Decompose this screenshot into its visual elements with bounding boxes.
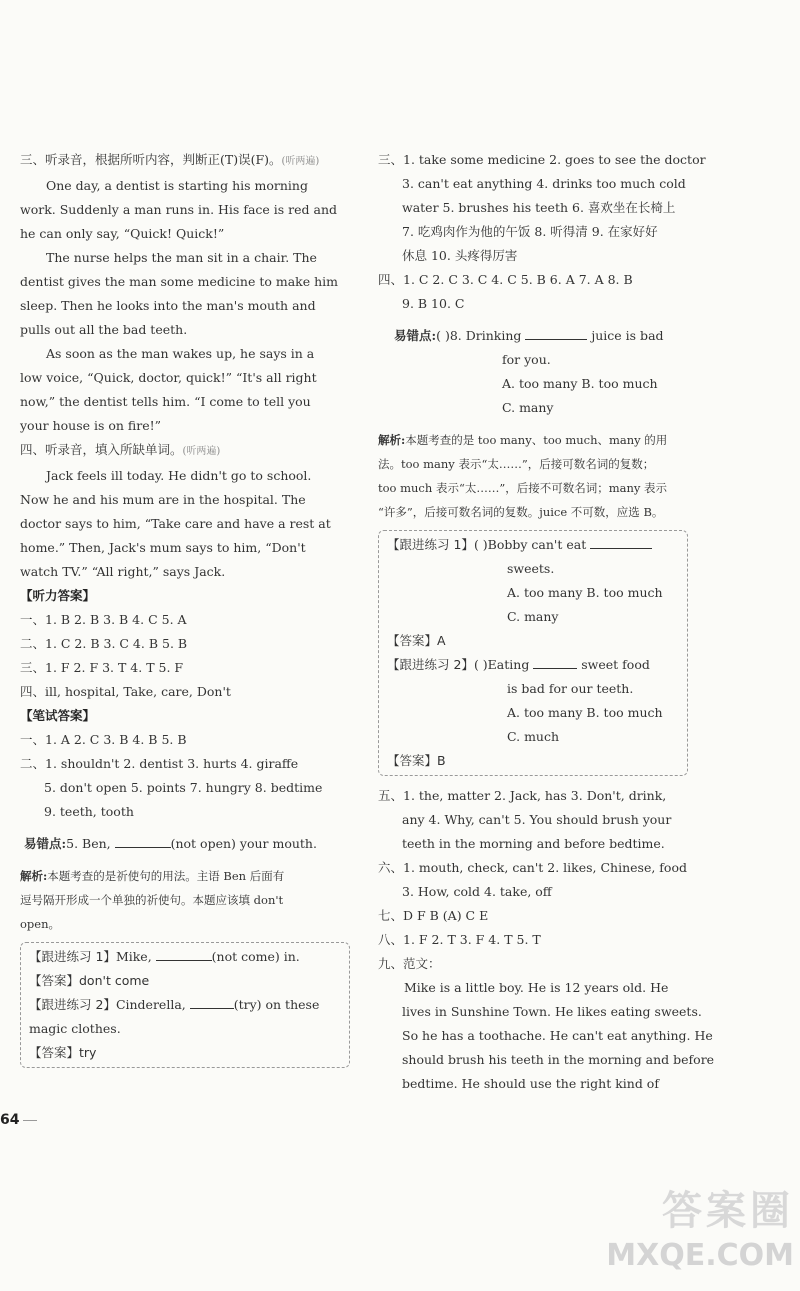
passage1-line: your house is on fire!” <box>20 418 162 433</box>
watermark-text: 答案圈 <box>662 1188 794 1234</box>
analysis: 解析:本题考查的是 too many、too much、many 的用 <box>378 433 668 447</box>
essay-line: So he has a toothache. He can't eat anything. He <box>402 1028 713 1043</box>
essay-line: should brush his teeth in the morning and before <box>402 1052 715 1067</box>
passage2-line: watch TV.” “All right,” says Jack. <box>20 564 226 579</box>
error-point-cont: for you. <box>502 352 551 367</box>
answer-line: 9. teeth, tooth <box>44 804 134 819</box>
answer-line: 二、1. shouldn't 2. dentist 3. hurts 4. giraffe <box>20 756 299 771</box>
practice-box <box>20 942 350 1068</box>
practice-item: 【跟进练习 2】Cinderella, (try) on these <box>29 997 320 1012</box>
page-number: 64 <box>0 1112 37 1128</box>
blank-line <box>525 327 587 340</box>
passage1-line: dentist gives the man some medicine to make him <box>20 274 339 289</box>
passage1-line: he can only say, “Quick! Quick!” <box>20 226 225 241</box>
answer-line: 八、1. F 2. T 3. F 4. T 5. T <box>378 932 541 947</box>
practice-answer: 【答案】don't come <box>29 973 150 988</box>
option-line: C. many <box>507 609 559 624</box>
answer-line: water 5. brushes his teeth 6. 喜欢坐在长椅上 <box>402 200 676 215</box>
practice-item: 【跟进练习 2】( )Eating sweet food <box>387 657 650 672</box>
section-3-title: 三、听录音，根据所听内容，判断正(T)误(F)。(听两遍) <box>20 152 320 167</box>
written-answers-header: 【笔试答案】 <box>20 708 96 723</box>
analysis: 解析:本题考查的是祈使句的用法。主语 Ben 后面有 <box>20 869 285 883</box>
analysis-line: too much 表示“太……”，后接不可数名词；many 表示 <box>378 481 668 495</box>
practice-item: 【跟进练习 1】( )Bobby can't eat <box>387 533 679 557</box>
practice-item: 【跟进练习 1】Mike, (not come) in. <box>29 949 300 964</box>
practice-answer: 【答案】A <box>387 633 446 648</box>
analysis-line: 逗号隔开形成一个单独的祈使句。本题应该填 don't <box>20 893 284 907</box>
answer-line: 六、1. mouth, check, can't 2. likes, Chinese, food <box>378 860 687 875</box>
answer-line: teeth in the morning and before bedtime. <box>402 836 665 851</box>
analysis-line: 法。too many 表示“太……”，后接可数名词的复数； <box>378 457 655 471</box>
answer-line: 四、1. C 2. C 3. C 4. C 5. B 6. A 7. A 8. B <box>378 272 633 287</box>
passage1-line: pulls out all the bad teeth. <box>20 322 188 337</box>
answer-line: 3. How, cold 4. take, off <box>402 884 552 899</box>
practice-item-cont: sweets. <box>507 561 555 576</box>
answer-line: 5. don't open 5. points 7. hungry 8. bedtime <box>44 780 323 795</box>
blank-line <box>115 835 171 848</box>
blank-line <box>190 996 234 1009</box>
passage2-line: doctor says to him, “Take care and have a rest at <box>20 516 331 531</box>
analysis-line: “许多”，后接可数名词的复数。juice 不可数，应选 B。 <box>378 505 664 519</box>
passage2-line: Now he and his mum are in the hospital. The <box>20 492 306 507</box>
essay-line: Mike is a little boy. He is 12 years old. He <box>404 980 669 995</box>
listening-answers-header: 【听力答案】 <box>20 588 96 603</box>
answer-line: 三、1. F 2. F 3. T 4. T 5. F <box>20 660 184 675</box>
answer-line: 7. 吃鸡肉作为他的午饭 8. 听得清 9. 在家好好 <box>402 224 658 239</box>
passage1-line: now,” the dentist tells him. “I come to tell you <box>20 394 311 409</box>
passage1-line: low voice, “Quick, doctor, quick!” “It's all right <box>20 370 317 385</box>
passage2-line: Jack feels ill today. He didn't go to school. <box>46 468 312 483</box>
answer-line: 二、1. C 2. B 3. C 4. B 5. B <box>20 636 188 651</box>
answer-line: 一、1. B 2. B 3. B 4. C 5. A <box>20 612 187 627</box>
left-column <box>20 148 350 1068</box>
watermark-url: MXQE.COM <box>606 1238 794 1273</box>
error-point: 易错点:5. Ben, (not open) your mouth. <box>24 836 317 851</box>
answer-line: 休息 10. 头疼得厉害 <box>402 248 518 263</box>
passage1-line: work. Suddenly a man runs in. His face is red and <box>20 202 338 217</box>
practice-answer: 【答案】B <box>387 753 446 768</box>
essay-line: bedtime. He should use the right kind of <box>402 1076 659 1091</box>
essay-title: 九、范文： <box>378 956 441 971</box>
essay-line: lives in Sunshine Town. He likes eating sweets. <box>402 1004 702 1019</box>
right-column <box>378 148 715 1096</box>
answer-line: 三、1. take some medicine 2. goes to see the doctor <box>378 152 706 167</box>
watermark-logo <box>604 1185 794 1285</box>
answer-line: 七、D F B (A) C E <box>378 908 489 923</box>
option-line: A. too many B. too much <box>507 705 663 720</box>
passage1-line: As soon as the man wakes up, he says in a <box>46 346 315 361</box>
practice-item-cont: is bad for our teeth. <box>507 681 634 696</box>
passage2-line: home.” Then, Jack's mum says to him, “Don't <box>20 540 306 555</box>
passage1-line: The nurse helps the man sit in a chair. The <box>46 250 317 265</box>
section-4-title: 四、听录音，填入所缺单词。(听两遍) <box>20 442 221 457</box>
practice-answer: 【答案】try <box>29 1045 97 1060</box>
answer-line: any 4. Why, can't 5. You should brush your <box>402 812 672 827</box>
blank-line <box>590 536 652 549</box>
answer-line: 五、1. the, matter 2. Jack, has 3. Don't, drink, <box>378 788 667 803</box>
option-line: A. too many B. too much <box>502 376 658 391</box>
passage1-line: sleep. Then he looks into the man's mouth and <box>20 298 316 313</box>
option-line: A. too many B. too much <box>507 585 663 600</box>
blank-line <box>533 656 577 669</box>
analysis-line: open。 <box>20 917 60 931</box>
practice-box <box>378 530 688 776</box>
blank-line <box>156 948 212 961</box>
answer-line: 9. B 10. C <box>402 296 465 311</box>
passage1-line: One day, a dentist is starting his morning <box>46 178 308 193</box>
error-point: 易错点:( )8. Drinking juice is bad <box>394 328 664 343</box>
option-line: C. many <box>502 400 554 415</box>
option-line: C. much <box>507 729 560 744</box>
answer-line: 3. can't eat anything 4. drinks too much cold <box>402 176 686 191</box>
answer-line: 一、1. A 2. C 3. B 4. B 5. B <box>20 732 187 747</box>
answer-line: 四、ill, hospital, Take, care, Don't <box>20 684 231 699</box>
practice-item-cont: magic clothes. <box>29 1021 121 1036</box>
